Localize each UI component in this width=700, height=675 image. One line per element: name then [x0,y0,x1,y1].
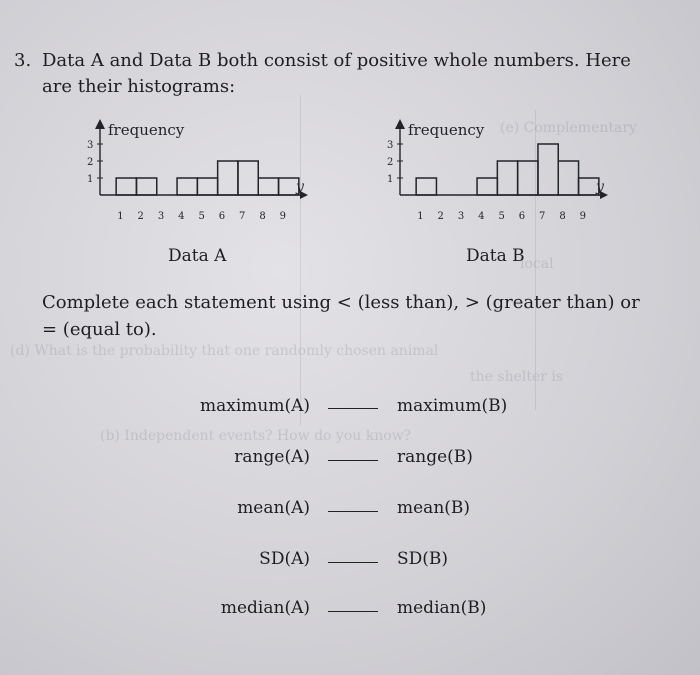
x-tick-label: 5 [198,211,205,222]
comparison-right-term: range(B) [397,447,473,467]
y-tick-label: 3 [387,140,394,151]
instruction-line1: Complete each statement using < (less than), > (greater than) or [42,292,640,313]
x-tick-label: 2 [137,211,144,222]
bleed-through-text: (e) Complementary [500,120,637,136]
x-tick-label: 4 [478,211,485,222]
histogram-data-b [370,115,620,230]
x-tick-label: 6 [518,211,526,222]
problem-intro-line1: Data A and Data B both consist of positive whole numbers. Here [42,50,631,71]
histogram-bar [258,178,278,195]
x-tick-label: 6 [218,211,226,222]
bleed-through-text: the shelter is [470,369,564,385]
bleed-through-text: (b) Independent events? How do you know? [100,428,412,444]
x-tick-label: 9 [279,211,287,222]
histogram-bar [177,178,197,195]
x-tick-label: 1 [117,211,124,222]
histogram-bar [558,161,578,195]
y-axis-label: frequency [408,121,485,139]
comparison-left-term: SD(A) [259,549,310,569]
y-tick-label: 3 [87,140,94,151]
y-tick-label: 1 [87,174,94,185]
x-tick-label: 5 [498,211,505,222]
histogram-bar [218,161,238,195]
y-axis-arrow [95,119,105,129]
comparison-answer-blank[interactable] [328,408,378,409]
x-tick-label: 7 [239,211,246,222]
histogram-bar [197,178,217,195]
bleed-through-text: local [520,256,554,272]
comparison-answer-blank[interactable] [328,562,378,563]
histogram-bar [116,178,136,195]
x-axis-label: y [596,179,604,195]
x-tick-label: 9 [579,211,587,222]
comparison-right-term: maximum(B) [397,396,508,416]
histogram-data-a [70,115,320,230]
y-tick-label: 2 [87,157,94,168]
comparison-left-term: mean(A) [237,498,310,518]
x-tick-label: 3 [157,211,165,222]
y-axis-arrow [395,119,405,129]
histogram-a-caption: Data A [168,246,227,266]
comparison-right-term: SD(B) [397,549,449,569]
histogram-bar [477,178,497,195]
x-tick-label: 8 [259,211,266,222]
x-tick-label: 1 [417,211,424,222]
histogram-bar [416,178,436,195]
comparison-answer-blank[interactable] [328,460,378,461]
x-tick-label: 2 [437,211,444,222]
problem-number: 3. [14,50,32,71]
y-tick-label: 1 [387,174,394,185]
x-tick-label: 7 [539,211,546,222]
x-axis-label: y [296,179,304,195]
histogram-b-caption: Data B [466,246,525,266]
comparison-right-term: median(B) [397,598,487,618]
bleed-through-text: (d) What is the probability that one randomly chosen animal [10,343,439,359]
histogram-bar [238,161,258,195]
histogram-bar [497,161,517,195]
x-tick-label: 3 [457,211,465,222]
y-axis-label: frequency [108,121,185,139]
comparison-left-term: range(A) [234,447,310,467]
problem-intro-line2: are their histograms: [42,76,236,97]
instruction-line2: = (equal to). [42,319,157,340]
comparison-answer-blank[interactable] [328,511,378,512]
x-tick-label: 8 [559,211,566,222]
histogram-bar [538,144,558,195]
comparison-left-term: median(A) [220,598,310,618]
y-tick-label: 2 [387,157,394,168]
histogram-bar [136,178,156,195]
x-tick-label: 4 [178,211,185,222]
comparison-right-term: mean(B) [397,498,471,518]
comparison-left-term: maximum(A) [199,396,310,416]
comparison-answer-blank[interactable] [328,611,378,612]
histogram-bar [518,161,538,195]
